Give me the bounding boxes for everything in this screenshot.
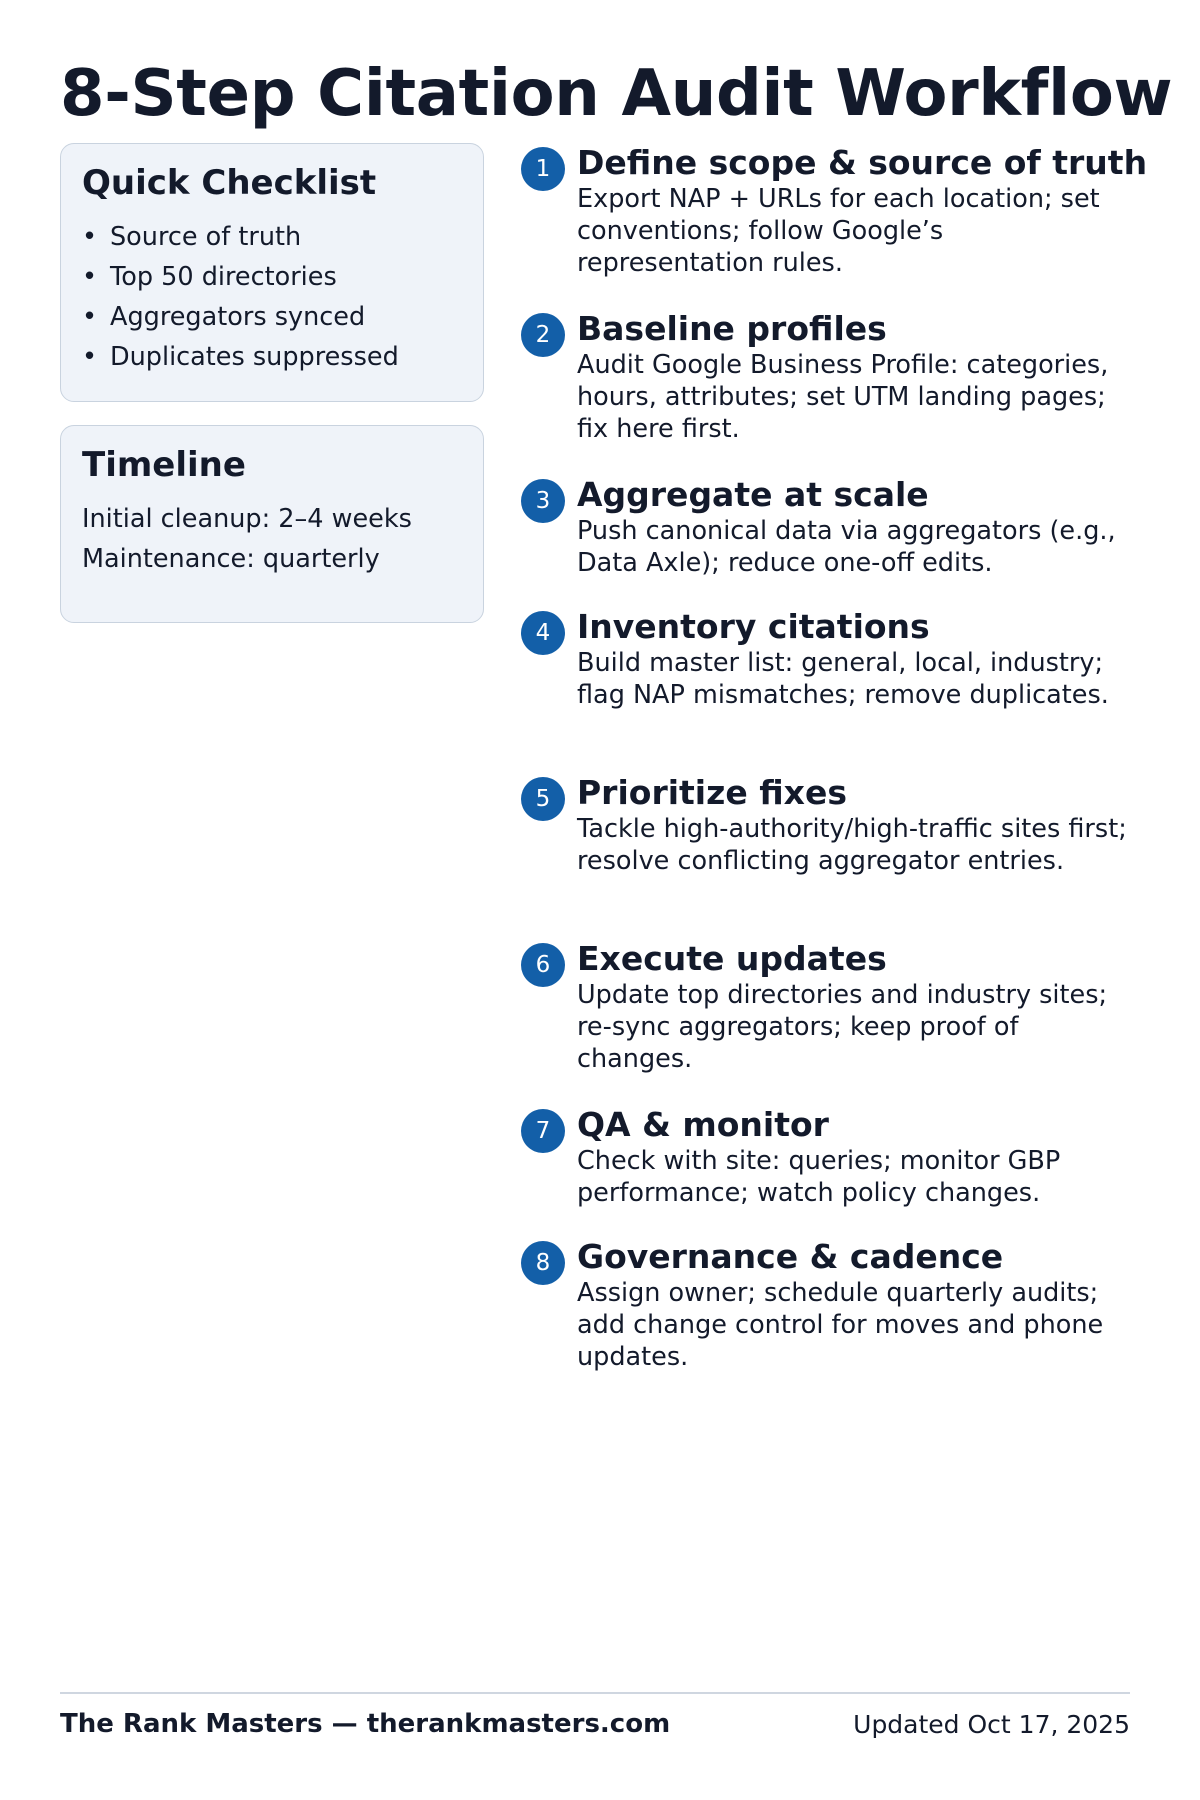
quick-checklist-title: Quick Checklist (82, 163, 377, 203)
checklist (82, 217, 462, 377)
step-description: Update top directories and industry sites; re-sync aggregators; keep proof of changes. (577, 980, 1108, 1074)
quick-checklist-card (60, 143, 484, 402)
step-title: Baseline profiles (577, 309, 887, 348)
checklist-item (82, 337, 462, 377)
step-number-badge: 3 (521, 479, 565, 523)
step-description: Push canonical data via aggregators (e.g., Data Axle); reduce one-off edits. (577, 516, 1116, 578)
bullet: • (82, 301, 98, 332)
step-title: QA & monitor (577, 1105, 829, 1144)
step-description: Tackle high-authority/high-traffic sites first; resolve conflicting aggregator entries. (577, 814, 1127, 876)
checklist-item-label: Source of truth (110, 221, 302, 252)
step-description: Build master list: general, local, industry; flag NAP mismatches; remove duplicates. (577, 648, 1109, 710)
footer-updated-date: Updated Oct 17, 2025 (853, 1710, 1130, 1739)
timeline-title: Timeline (82, 445, 246, 485)
step-description: Check with site: queries; monitor GBP performance; watch policy changes. (577, 1146, 1061, 1208)
step-number-badge: 1 (521, 147, 565, 191)
footer-brand: The Rank Masters — therankmasters.com (60, 1709, 671, 1739)
step-description: Export NAP + URLs for each location; set conventions; follow Google’s representation rules. (577, 184, 1100, 278)
checklist-item (82, 297, 462, 337)
checklist-item-label: Aggregators synced (110, 301, 366, 332)
timeline-card (60, 425, 484, 623)
bullet: • (82, 221, 98, 252)
timeline-row-initial-cleanup: Initial cleanup: 2–4 weeks (82, 503, 412, 534)
checklist-item-label: Duplicates suppressed (110, 341, 399, 372)
step-number-badge: 2 (521, 313, 565, 357)
step-title: Aggregate at scale (577, 475, 929, 514)
step-title: Inventory citations (577, 607, 930, 646)
checklist-item (82, 257, 462, 297)
bullet: • (82, 261, 98, 292)
step-number-badge: 6 (521, 943, 565, 987)
step-number-badge: 4 (521, 611, 565, 655)
checklist-item (82, 217, 462, 257)
step-title: Define scope & source of truth (577, 143, 1148, 182)
step-number-badge: 7 (521, 1109, 565, 1153)
step-description: Audit Google Business Profile: categories, hours, attributes; set UTM landing pages; fix here first. (577, 350, 1109, 444)
step-title: Prioritize fixes (577, 773, 847, 812)
step-title: Execute updates (577, 939, 887, 978)
page-title: 8-Step Citation Audit Workflow (60, 57, 1173, 131)
step-description: Assign owner; schedule quarterly audits; add change control for moves and phone updates. (577, 1278, 1104, 1372)
timeline-row-maintenance: Maintenance: quarterly (82, 543, 380, 574)
step-number-badge: 8 (521, 1241, 565, 1285)
step-title: Governance & cadence (577, 1237, 1004, 1276)
footer-divider (60, 1692, 1130, 1694)
step-number-badge: 5 (521, 777, 565, 821)
checklist-item-label: Top 50 directories (110, 261, 337, 292)
bullet: • (82, 341, 98, 372)
